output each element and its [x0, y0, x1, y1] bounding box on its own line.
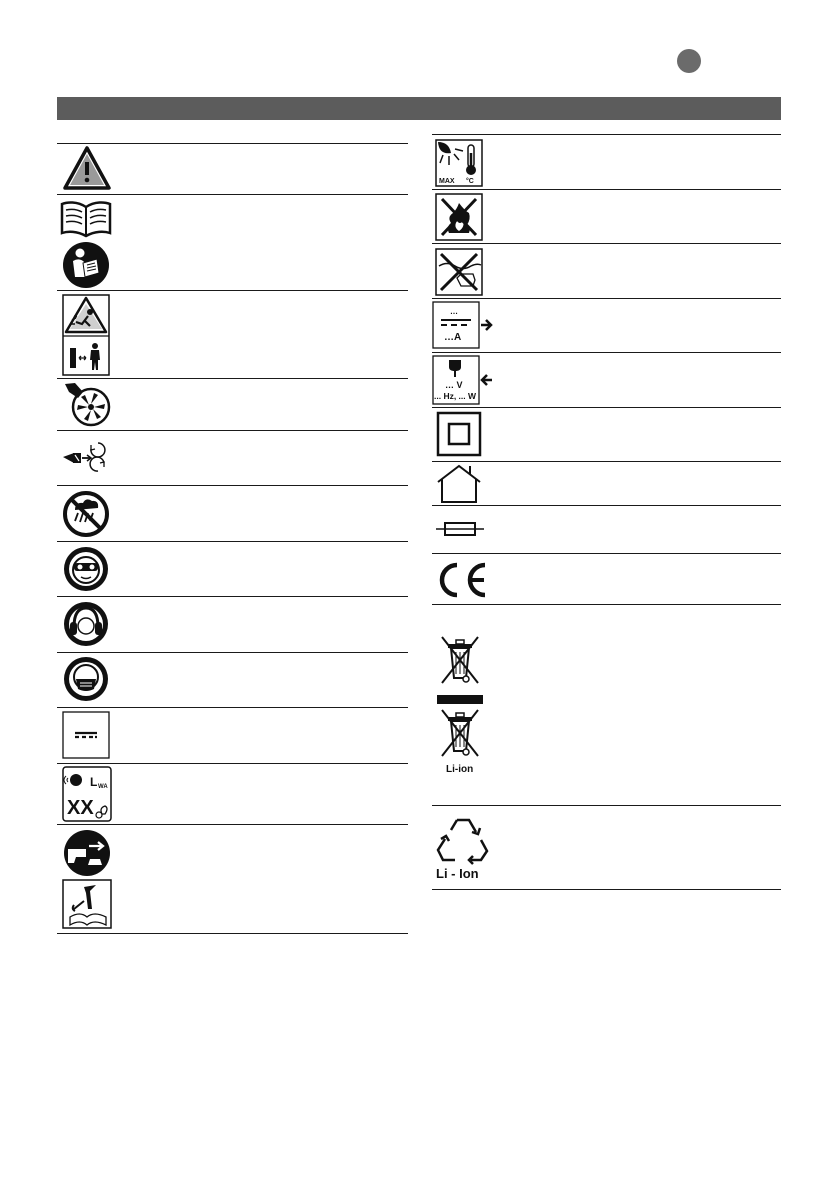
recycle-liion-icon	[435, 814, 491, 882]
row-divider	[432, 461, 781, 462]
read-manual-person-icon	[61, 241, 111, 289]
input-hz-watts-label: ... Hz, ... W	[434, 391, 477, 401]
no-water-icon	[435, 248, 483, 296]
row-divider	[432, 553, 781, 554]
no-fire-icon	[435, 193, 483, 241]
double-insulation-icon	[434, 411, 484, 457]
max-temperature-icon	[435, 139, 483, 187]
row-divider	[432, 805, 781, 806]
sound-level-value: XX	[67, 797, 94, 819]
warning-triangle-icon	[62, 145, 112, 191]
output-dots-label: …	[450, 307, 458, 316]
row-divider	[432, 352, 781, 353]
input-volts-label: … V	[445, 380, 463, 390]
recycle-liion-label: Li - Ion	[436, 866, 479, 881]
sound-power-level-icon	[62, 766, 112, 822]
weee-black-bar	[437, 695, 483, 705]
row-divider	[57, 194, 408, 195]
row-divider	[57, 378, 408, 379]
row-divider	[432, 407, 781, 408]
weee-bin-icon	[435, 634, 485, 686]
row-divider	[57, 596, 408, 597]
dust-mask-icon	[61, 655, 111, 703]
ear-protection-icon	[61, 600, 111, 648]
lwa-label: L	[90, 775, 98, 789]
row-divider	[57, 430, 408, 431]
rotating-blade-hand-icon	[63, 382, 113, 428]
no-rain-icon	[61, 490, 111, 538]
direct-current-icon	[62, 711, 110, 759]
thrown-objects-icon	[62, 294, 110, 376]
weee-bin-liion-icon	[435, 707, 485, 777]
row-divider	[432, 134, 781, 135]
eye-protection-icon	[61, 545, 111, 593]
indoor-use-icon	[434, 464, 486, 504]
row-divider	[57, 763, 408, 764]
row-divider	[57, 652, 408, 653]
row-divider	[432, 189, 781, 190]
row-divider	[57, 143, 408, 144]
section-header-bar	[57, 97, 781, 120]
remove-battery-icon	[62, 829, 112, 877]
row-divider	[57, 290, 408, 291]
lwa-subscript: WA	[98, 784, 108, 790]
row-divider	[57, 485, 408, 486]
fuse-icon	[434, 515, 486, 543]
maintenance-manual-icon	[62, 879, 112, 929]
row-divider	[432, 298, 781, 299]
row-divider	[432, 889, 781, 890]
open-manual-icon	[59, 199, 113, 239]
page-number-badge	[677, 49, 701, 73]
row-divider	[432, 505, 781, 506]
blade-runs-on-icon	[60, 435, 112, 481]
charger-output-icon	[432, 301, 494, 349]
row-divider	[57, 541, 408, 542]
row-divider	[57, 824, 408, 825]
celsius-label: °C	[466, 178, 474, 185]
row-divider	[432, 604, 781, 605]
row-divider	[57, 933, 408, 934]
output-amps-label: …A	[444, 332, 462, 343]
weee-liion-label: Li-ion	[446, 764, 474, 775]
row-divider	[57, 707, 408, 708]
ce-mark-icon	[434, 559, 490, 601]
max-label: MAX	[439, 178, 455, 185]
charger-input-icon	[432, 355, 494, 405]
row-divider	[432, 243, 781, 244]
